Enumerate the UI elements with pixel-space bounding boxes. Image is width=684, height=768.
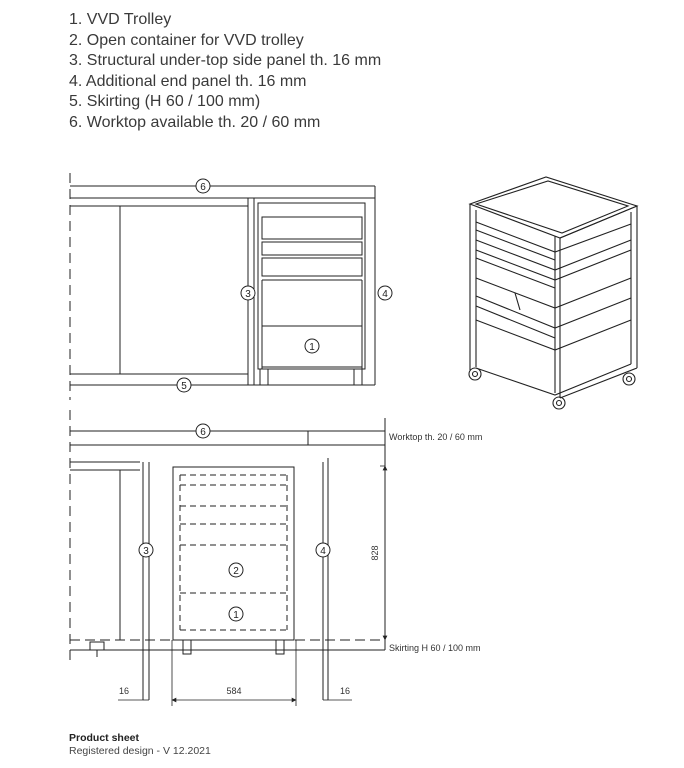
worktop-note: Worktop th. 20 / 60 mm [389,432,483,442]
callout-6: 6 [200,427,206,438]
callout-5: 5 [181,381,187,392]
section-view [70,410,385,700]
legend-item: 2. Open container for VVD trolley [69,31,304,49]
trolley-isometric [469,177,637,409]
callout-2: 2 [233,566,239,577]
footer-title: Product sheet [69,732,140,744]
callout-4: 4 [382,289,388,300]
callout-markers [139,179,392,621]
footer-subtitle: Registered design - V 12.2021 [69,745,211,757]
dim-left-panel: 16 [118,686,130,696]
dimension-lines [118,418,385,706]
legend-item: 6. Worktop available th. 20 / 60 mm [69,113,321,131]
callout-6: 6 [200,182,206,193]
callout-3: 3 [245,289,251,300]
skirting-note: Skirting H 60 / 100 mm [389,643,481,653]
legend-item: 4. Additional end panel th. 16 mm [69,72,307,90]
legend-item: 1. VVD Trolley [69,11,172,28]
callout-4: 4 [320,546,326,557]
dim-height: 828 [370,545,380,561]
footer [69,732,211,758]
callout-3: 3 [143,546,149,557]
dim-right-panel: 16 [339,686,351,696]
legend-item: 3. Structural under-top side panel th. 16 mm [69,52,382,70]
legend-item: 5. Skirting (H 60 / 100 mm) [69,93,261,111]
callout-1: 1 [233,610,239,621]
front-elevation [70,173,375,400]
dim-width: 584 [226,686,242,696]
callout-1: 1 [309,342,315,353]
